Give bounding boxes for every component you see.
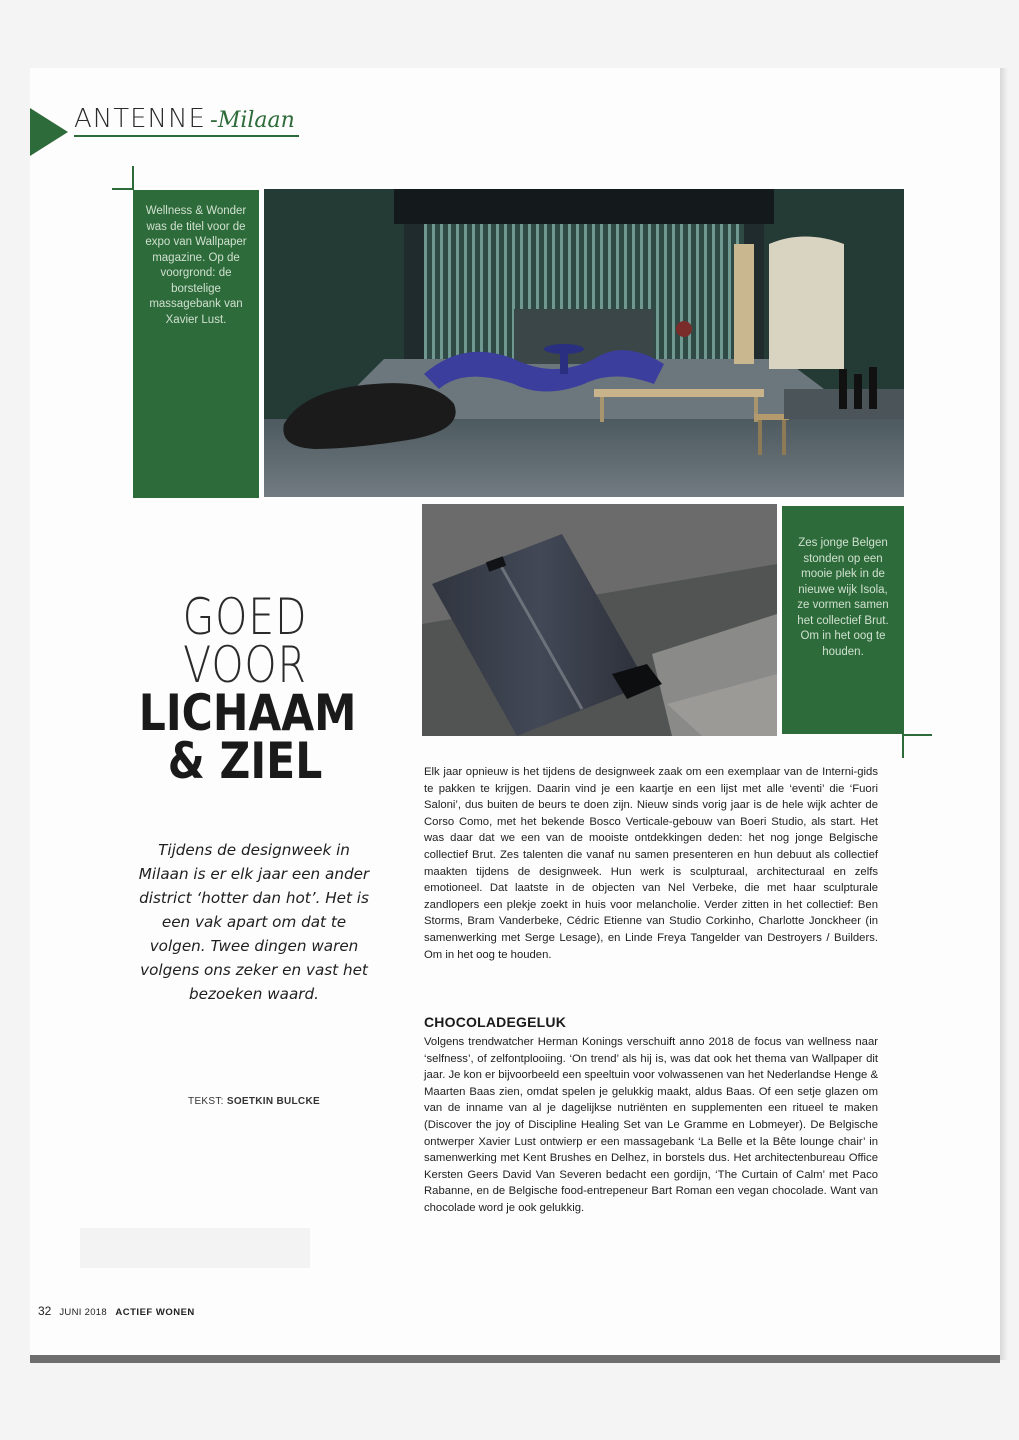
article-byline (134, 1096, 374, 1107)
caption-guide-line (112, 188, 134, 190)
wallpaper-expo-photo (264, 189, 904, 497)
article-intro: Tijdens de designweek in Milaan is er elk jaar een ander district ‘hotter dan hot’. Het is een vak apart om dat te volgen. Twee dingen waren volgens ons zeker en vast het bezoeken waard. (138, 841, 370, 1003)
header-underline (74, 135, 299, 137)
byline-label: TEKST: (188, 1096, 224, 1107)
caption-guide-line (132, 166, 134, 190)
brut-collective-illustration (422, 504, 777, 736)
byline-author: SOETKIN BULCKE (226, 1096, 320, 1107)
subheading: CHOCOLADEGELUK (424, 1014, 567, 1030)
issue-date: JUNI 2018 (59, 1307, 107, 1318)
magazine-page (30, 68, 1000, 1360)
magazine-name: ACTIEF WONEN (115, 1307, 195, 1318)
section-header (74, 104, 295, 134)
section-separator: - (209, 108, 218, 133)
headline-line-4: & ZIEL (167, 732, 323, 790)
wallpaper-expo-illustration (264, 189, 904, 497)
caption-guide-line (902, 734, 932, 736)
body-paragraph-1: Elk jaar opnieuw is het tijdens de designweek zaak om een exemplaar van de Interni-gids te pakken te krijgen. Daarin vind je een kaartje en een lijst met alle ‘eventi’ die ‘Fuori Saloni’, dus buiten de beurs te doen zijn. Nieuw sinds vorig jaar is de hele wijk achter de Corso Como, met het bekende Bosco Verticale-gebouw van Boeri Studio, als start. Het was daar dat we een van de mooiste ontdekkingen deden: het nog jonge Belgische collectief Brut. Zes talenten die vanaf nu samen presenteren en hun debuut als collectief maakten tijdens de designweek. Hun werk is sculpturaal, architecturaal en zelfs emotioneel. Dat laatste in de objecten van Nel Verbeke, die met haar sculpturale zandlopers een plekje zoekt in huis voor melancholie. Verder zitten in het collectief: Ben Storms, Bram Vanderbeke, Cédric Etienne van Studio Corkinho, Charlotte Jonckheer (in samenwerking met Serge Lesage), en Linde Freya Tangelder van Destroyers / Builders. Om in het oog te houden. (424, 766, 878, 961)
caption-guide-line (902, 708, 904, 758)
brut-collective-photo (422, 504, 777, 736)
show-through-shadow (80, 1228, 310, 1268)
section-city: Milaan (217, 108, 295, 133)
article-headline (120, 588, 370, 790)
headline-line-3: LICHAAM (138, 684, 357, 742)
headline-line-2: VOOR (183, 636, 307, 694)
section-name: ANTENNE (74, 104, 206, 134)
scan-bottom-edge (30, 1355, 1000, 1363)
headline-line-1: GOED (182, 588, 308, 646)
page-edge-shadow (1000, 68, 1008, 1360)
body-paragraph-2: Volgens trendwatcher Herman Konings verschuift anno 2018 de focus van wellness naar ‘selfness’, of zelfontplooiing. ‘On trend’ als hij is, was dat ook het thema van Wallpaper dit jaar. Je kon er bijvoorbeeld een speeltuin voor volwassenen van het Nederlandse Henge & Maarten Baas zien, omdat spelen je gelukkig maakt, aldus Baas. Of een setje glazen om van de inname van al je dagelijkse nutriënten en supplementen een ritueel te maken (Discover the joy of Discipline Healing Set van Le Gramme en Lobmeyer). De Belgische ontwerper Xavier Lust ontwierp er een massagebank ‘La Belle et la Bête lounge chair’ in samenwerking met Kent Brushes en Delhez, in borstels dus. Het architectenbureau Office Kersten Geers David Van Severen bedacht een gordijn, ‘The Curtain of Calm’ met Paco Rabanne, en de Belgische food-entrepeneur Bart Roman een vegan chocolade. Want van chocolade word je ook gelukkig. (424, 1036, 878, 1214)
page-footer (38, 1302, 195, 1320)
photo-caption-top: Wellness & Wonder was de titel voor de expo van Wallpaper magazine. Op de voorgrond: de borstelige massagebank van Xavier Lust. (133, 190, 259, 498)
page-number: 32 (38, 1304, 52, 1318)
photo-caption-bottom: Zes jonge Belgen stonden op een mooie plek in de nieuwe wijk Isola, ze vormen samen het collectief Brut. Om in het oog te houden. (782, 506, 904, 734)
section-triangle-icon (30, 108, 68, 156)
